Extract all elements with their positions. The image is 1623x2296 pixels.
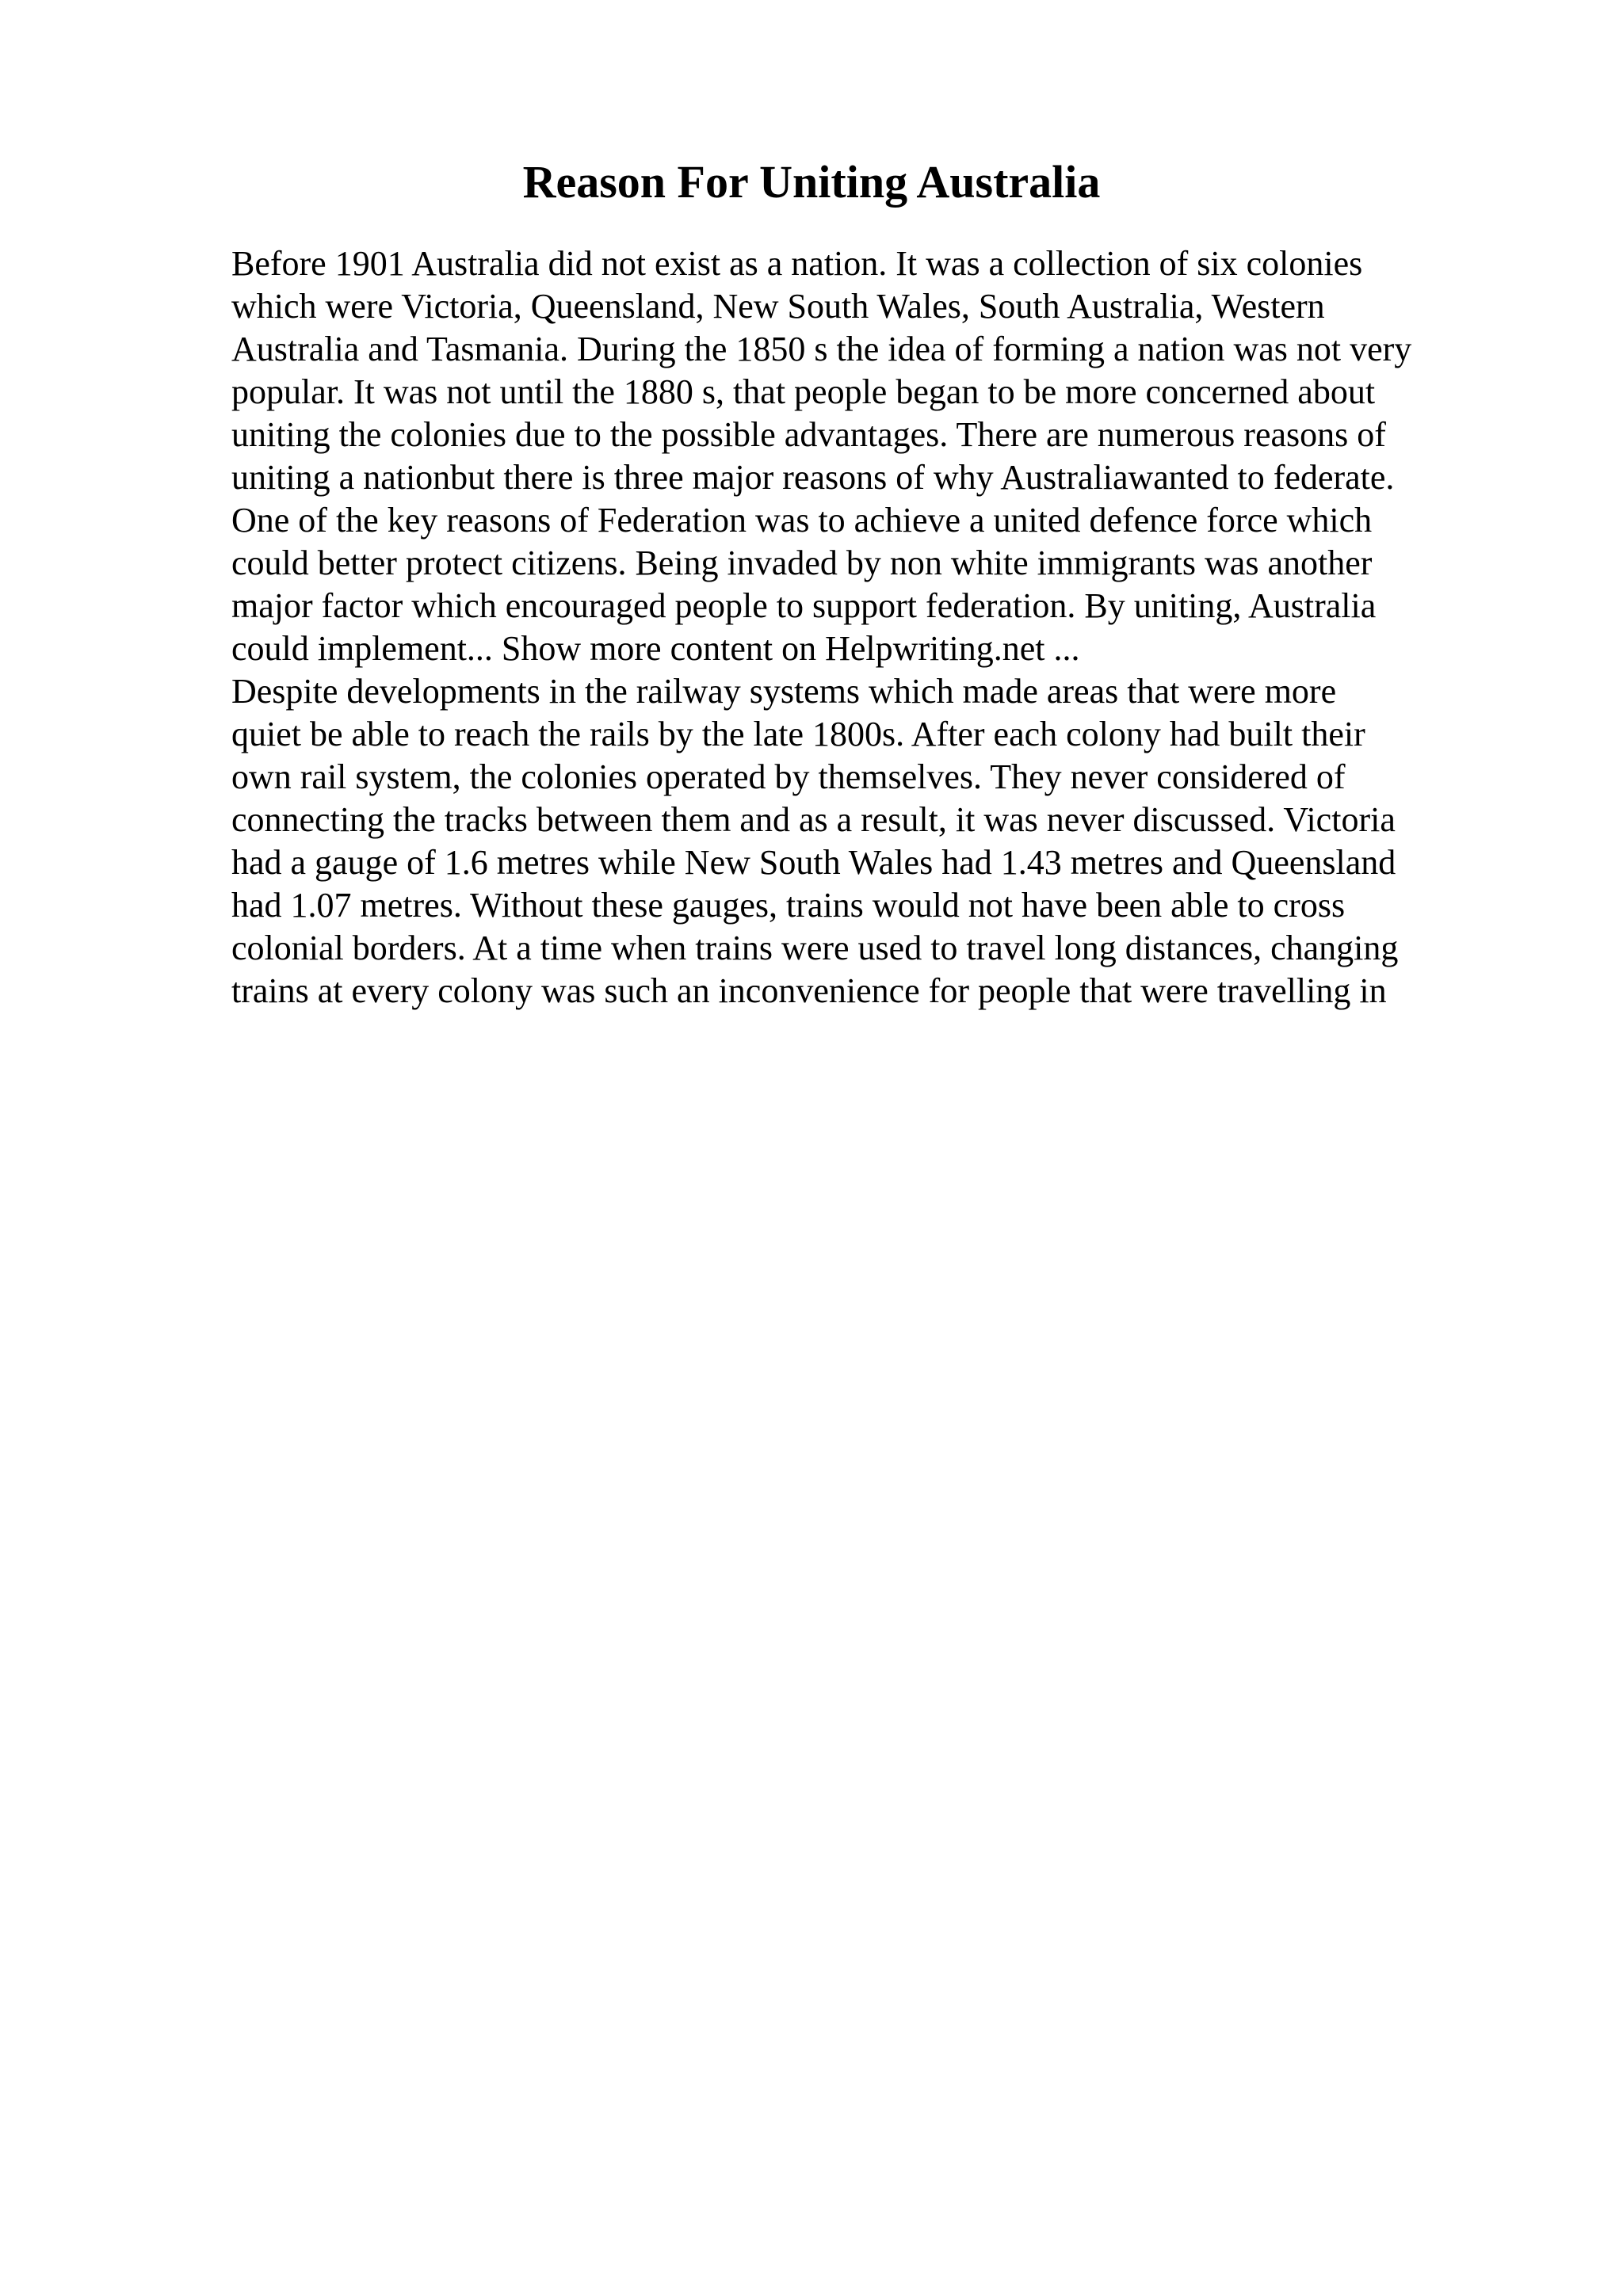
text-line: One of the key reasons of Federation was to achieve a united defence force which bbox=[231, 501, 1373, 540]
text-line: connecting the tracks between them and as a result, it was never discussed. Victoria bbox=[231, 800, 1396, 839]
text-line: could implement... Show more content on Helpwriting.net ... bbox=[231, 629, 1080, 668]
text-line: quiet be able to reach the rails by the late 1800s. After each colony had built their bbox=[231, 715, 1365, 753]
text-line: major factor which encouraged people to support federation. By uniting, Australia bbox=[231, 586, 1377, 625]
text-line: colonial borders. At a time when trains were used to travel long distances, changing bbox=[231, 929, 1399, 967]
document-body bbox=[231, 242, 1499, 1013]
text-line: could better protect citizens. Being invaded by non white immigrants was another bbox=[231, 543, 1373, 582]
text-line: Despite developments in the railway systems which made areas that were more bbox=[231, 672, 1337, 711]
text-line: uniting a nationbut there is three major reasons of why Australiawanted to federate. bbox=[231, 458, 1395, 497]
text-line: trains at every colony was such an inconvenience for people that were travelling in bbox=[231, 971, 1387, 1010]
text-line: which were Victoria, Queensland, New South Wales, South Australia, Western bbox=[231, 287, 1325, 326]
text-line: had a gauge of 1.6 metres while New South Wales had 1.43 metres and Queensland bbox=[231, 843, 1396, 882]
text-line: own rail system, the colonies operated by themselves. They never considered of bbox=[231, 757, 1346, 796]
text-line: Australia and Tasmania. During the 1850 s the idea of forming a nation was not very bbox=[231, 330, 1412, 368]
text-line: popular. It was not until the 1880 s, that people began to be more concerned about bbox=[231, 372, 1376, 411]
text-line: had 1.07 metres. Without these gauges, trains would not have been able to cross bbox=[231, 886, 1346, 925]
document-title: Reason For Uniting Australia bbox=[522, 156, 1101, 208]
text-line: Before 1901 Australia did not exist as a nation. It was a collection of six colonies bbox=[231, 244, 1363, 283]
text-line: uniting the colonies due to the possible advantages. There are numerous reasons of bbox=[231, 415, 1386, 454]
